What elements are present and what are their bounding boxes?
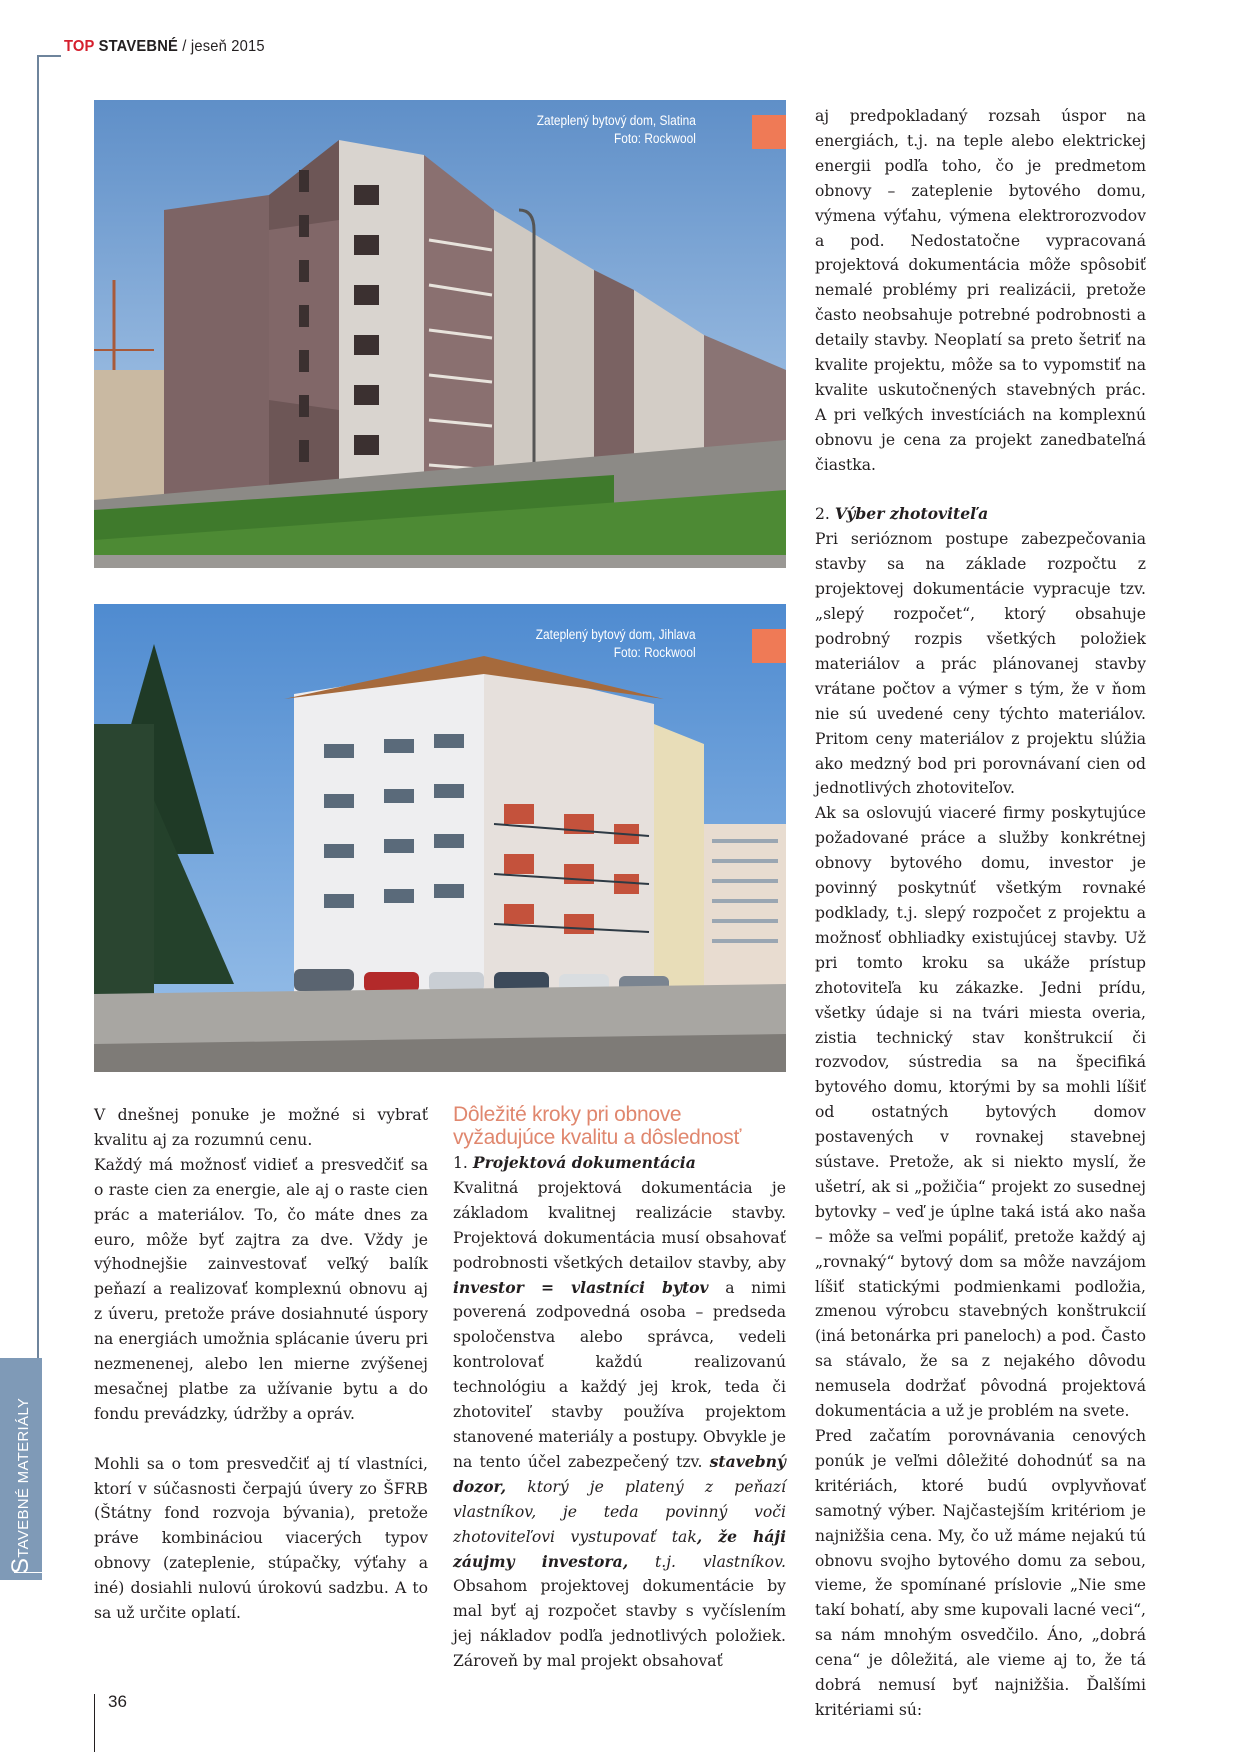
photo-slatina bbox=[94, 100, 786, 568]
caption-marker bbox=[752, 115, 786, 149]
section-rest: TAVEBNÉ MATERIÁLY bbox=[15, 1397, 32, 1558]
issue-label: jeseň 2015 bbox=[190, 38, 265, 55]
folio-rule bbox=[94, 1694, 95, 1752]
step-heading bbox=[815, 502, 1146, 527]
text-run: Obsahom projektovej dokumentácie by mal byť aj rozpočet stavby s vyčíslením jej nákladov podľa jednotlivých položiek. Zároveň by mal projekt obsahovať bbox=[453, 1577, 786, 1671]
emphasis: investor = vlastníci bytov bbox=[453, 1277, 709, 1297]
section-heading: Dôležité kroky pri obnove vyžadujúce kvalitu a dôslednosť bbox=[453, 1103, 742, 1149]
step-title: Projektová dokumentácia bbox=[472, 1153, 696, 1172]
paragraph bbox=[453, 1176, 786, 1674]
paragraph: Pri serióznom postupe zabezpečovania stavby sa na základe rozpočtu z projektovej dokumentácie vypracuje tzv. „slepý rozpočet“, ktorý obsahuje podrobný rozpis všetkých položiek materiálov a prác plánovanej stavby vrátane počtov a výmer s tým, že v ňom nie sú uvedené ceny týchto materiálov. Pritom ceny materiálov z projektu slúžia ako medzný bod pri porovnávaní cien od jednotlivých zhotoviteľov. bbox=[815, 530, 1146, 798]
section-initial: S bbox=[7, 1557, 34, 1574]
page-number: 36 bbox=[108, 1692, 127, 1711]
emphasis: , že háji záujmy investora, bbox=[453, 1526, 787, 1571]
step-number: 1. bbox=[453, 1154, 468, 1172]
step-number: 2. bbox=[815, 505, 830, 524]
caption-title: Zateplený bytový dom, Jihlava bbox=[536, 627, 696, 642]
caption-title: Zateplený bytový dom, Slatina bbox=[536, 113, 696, 128]
photo-caption bbox=[537, 112, 696, 148]
paragraph: Každý má možnosť vidieť a presvedčiť sa o raste cien za energie, ale aj o raste cien prác a materiálov. To, čo máte dnes za euro, môže byť zajtra za dve. Vždy je výhodnejšie zainvestovať veľký balík peňazí a realizovať komplexnú obnovu aj z úveru, pretože práve dosiahnuté úspory na energiách umožnia splácanie úveru pri nezmenenej, alebo len mierne zvýšenej mesačnej platbe za užívanie bytu a do fondu prevádzky, údržby a opráv. bbox=[94, 1155, 428, 1423]
caption-credit: Foto: Rockwool bbox=[614, 645, 696, 660]
header-rule-horizontal bbox=[37, 55, 61, 57]
paragraph: aj predpokladaný rozsah úspor na energiách, t.j. na teple alebo elektrickej energii podľa toho, čo je predmetom obnovy – zateplenie bytového domu, výmena výťahu, výmena elektrorozvodov a pod. Nedostatočne vypracovaná projektová dokumentácia môže spôsobiť nemalé problémy pri realizácii, pretože často neobsahuje potrebné podrobnosti a detaily stavby. Neoplatí sa preto šetriť na kvalite projektu, môže sa to vypomstiť na kvalite uskutočnených stavebných prác. A pri veľkých investíciách na komplexnú obnovu je cena za projekt zanedbateľná čiastka. bbox=[815, 107, 1146, 474]
paragraph: Mohli sa o tom presvedčiť aj tí vlastníci, ktorí v súčasnosti čerpajú úvery zo ŠFRB (Štátny fond rozvoja bývania), pretože práve kombináciou viacerých typov obnovy (zateplenie, stúpačky, výťahy a iné) dosiahli nulovú úrokovú sadzbu. A to sa už určite oplatí. bbox=[94, 1454, 428, 1623]
section-tab-label bbox=[2, 1354, 40, 1574]
caption-credit: Foto: Rockwool bbox=[614, 131, 696, 146]
article-column-right bbox=[815, 104, 1146, 1723]
step-title: Výber zhotoviteľa bbox=[834, 504, 989, 524]
photo-jihlava bbox=[94, 604, 786, 1072]
running-header bbox=[64, 38, 265, 56]
article-column-left bbox=[94, 1103, 428, 1626]
margin-rule-vertical bbox=[37, 55, 39, 1360]
article-column-middle bbox=[453, 1103, 786, 1674]
brand-name: STAVEBNÉ bbox=[98, 38, 179, 55]
building-photo-illustration bbox=[94, 100, 786, 568]
building-photo-illustration bbox=[94, 604, 786, 1072]
italic-run: t.j. vlastníkov. bbox=[655, 1552, 786, 1571]
text-run: a nimi poverená zodpovedná osoba – predseda spoločenstva alebo správca, vedeli kontrolovať každú realizovanú technológiu a každý jej krok, teda či zhotoviteľ stavby používa projektom stanovené materiály a postupy. Obvykle je na tento účel zabezpečený tzv. bbox=[453, 1278, 786, 1471]
paragraph: Pred začatím porovnávania cenových ponúk je veľmi dôležité dohodnúť sa na kritériách, ktoré budú ovplyvňovať samotný výber. Najčastejším kritériom je najnižšia cena. My, čo už máme nejakú tú obnovu svojho bytového domu za sebou, vieme, že spomínané príslovie „Nie sme takí bohatí, aby sme kupovali lacné veci“, sa nám mnohým osvedčilo. Áno, „dobrá cena“ je dôležitá, ale vieme aj to, že tá dobrá nemusí byť najnižšia. Ďalšími kritériami sú: bbox=[815, 1427, 1146, 1719]
brand-top: TOP bbox=[64, 38, 95, 55]
paragraph: V dnešnej ponuke je možné si vybrať kvalitu aj za rozumnú cenu. bbox=[94, 1106, 428, 1149]
step-heading bbox=[453, 1151, 786, 1176]
caption-marker bbox=[752, 629, 786, 663]
photo-caption bbox=[536, 626, 696, 662]
italic-run: ktorý je platený z peňazí vlastníkov, je teda povinný voči zhotoviteľovi vystupovať tak bbox=[453, 1477, 786, 1546]
header-separator: / bbox=[182, 38, 187, 55]
emphasis: stavebný dozor, bbox=[453, 1451, 786, 1496]
paragraph: Ak sa oslovujú viaceré firmy poskytujúce požadované práce a služby konkrétnej obnovy bytového domu, investor je povinný poskytnúť všetkým rovnaké podklady, t.j. slepý rozpočet z projektu a možnosť obhliadky existujúcej stavby. Už pri tomto kroku sa ukáže prístup zhotoviteľa ku zákazke. Jedni prídu, všetky údaje si na tvári miesta overia, zistia technický stav konštrukcií či rozvodov, sústredia sa na špecifiká bytového domu, ktorými by sa mohli líšiť od ostatných bytových domov postavených v rovnakej stavebnej sústave. Pretože, ak si niekto myslí, že ušetrí, ak si „požičia“ projekt zo susednej bytovky – veď je úplne taká istá ako naša – môže sa veľmi popáliť, pretože každý aj „rovnaký“ bytový dom sa môže navzájom líšiť statickými podmienkami podložia, zmenou výrobcu stavebných konštrukcií (iná betonárka pri paneloch) a pod. Často sa stávalo, že sa z nejakého dôvodu nemusela dodržať pôvodná projektová dokumentácia a už je problém na svete. bbox=[815, 804, 1146, 1421]
text-run: Kvalitná projektová dokumentácia je základom kvalitnej realizácie stavby. Projektová dokumentácia musí obsahovať podrobnosti všetkých detailov stavby, aby bbox=[453, 1178, 786, 1272]
